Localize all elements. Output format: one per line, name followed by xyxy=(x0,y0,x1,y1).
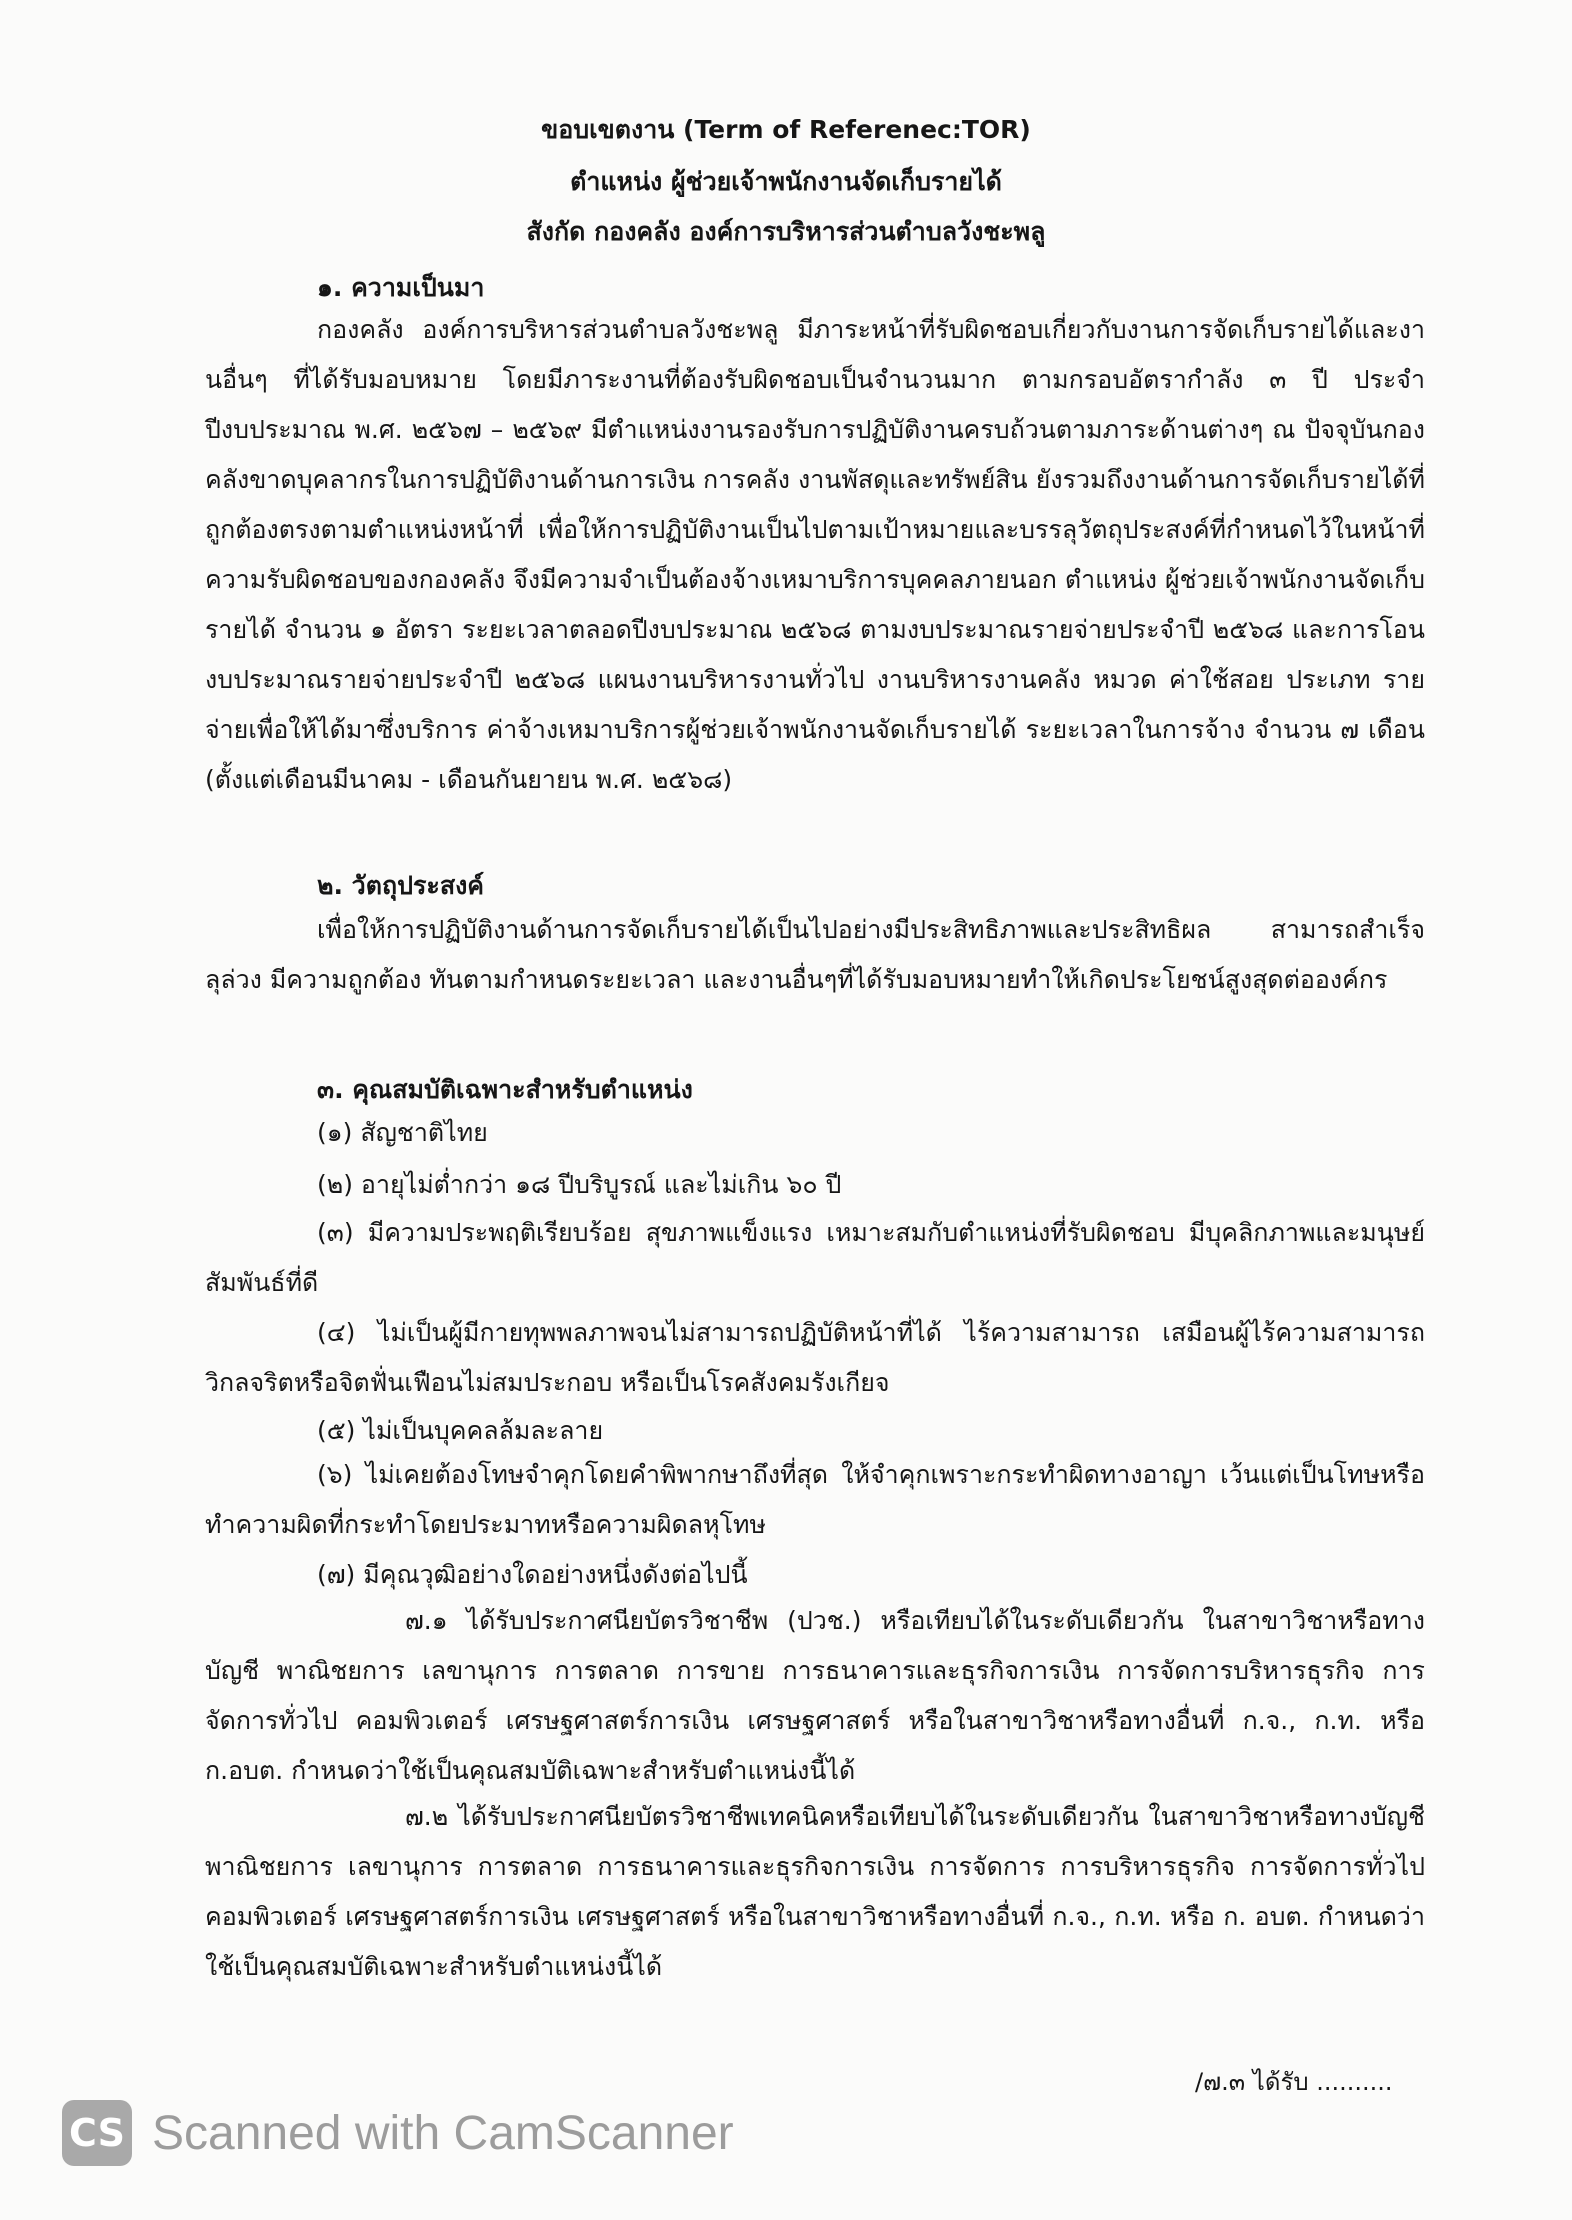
camscanner-watermark xyxy=(62,2098,734,2168)
qualification-item-1: (๑) สัญชาติไทย xyxy=(317,1118,488,1147)
qualification-7-2: ๗.๒ ได้รับประกาศนียบัตรวิชาชีพเทคนิคหรือเทียบได้ในระดับเดียวกัน ในสาขาวิชาหรือทางบัญชี พาณิชยการ เลขานุการ การตลาด การธนาคารและธุรกิจการเงิน การจัดการ การบริหารธุรกิจ การจัดการทั่วไป คอมพิวเตอร์ เศรษฐศาสตร์การเงิน เศรษฐศาสตร์ หรือในสาขาวิชาหรือทางอื่นที่ ก.จ., ก.ท. หรือ ก. อบต. กำหนดว่าใช้เป็นคุณสมบัติเฉพาะสำหรับตำแหน่งนี้ได้ xyxy=(205,1802,1425,1981)
qualification-item-2: (๒) อายุไม่ต่ำกว่า ๑๘ ปีบริบูรณ์ และไม่เกิน ๖๐ ปี xyxy=(317,1170,842,1199)
camscanner-logo-icon: CS xyxy=(62,2100,132,2166)
watermark-text: Scanned with CamScanner xyxy=(152,2106,734,2160)
qualification-item-6: (๖) ไม่เคยต้องโทษจำคุกโดยคำพิพากษาถึงที่สุด ให้จำคุกเพราะกระทำผิดทางอาญา เว้นแต่เป็นโทษหรือทำความผิดที่กระทำโดยประมาทหรือความผิดลหุโทษ xyxy=(205,1460,1425,1539)
section-2-body: เพื่อให้การปฏิบัติงานด้านการจัดเก็บรายได้เป็นไปอย่างมีประสิทธิภาพและประสิทธิผล สามารถสำเร็จลุล่วง มีความถูกต้อง ทันตามกำหนดระยะเวลา และงานอื่นๆที่ได้รับมอบหมายทำให้เกิดประโยชน์สูงสุดต่อองค์กร xyxy=(205,915,1425,994)
doc-affiliation: สังกัด กองคลัง องค์การบริหารส่วนตำบลวังชะพลู xyxy=(526,217,1046,246)
continuation-note: /๗.๓ ได้รับ .......... xyxy=(1195,2068,1393,2096)
qualification-item-3: (๓) มีความประพฤติเรียบร้อย สุขภาพแข็งแรง เหมาะสมกับตำแหน่งที่รับผิดชอบ มีบุคลิกภาพและมนุษย์สัมพันธ์ที่ดี xyxy=(205,1218,1425,1297)
qualification-item-5: (๕) ไม่เป็นบุคคลล้มละลาย xyxy=(317,1416,604,1445)
doc-position: ตำแหน่ง ผู้ช่วยเจ้าพนักงานจัดเก็บรายได้ xyxy=(570,167,1002,196)
qualification-item-4: (๔) ไม่เป็นผู้มีกายทุพพลภาพจนไม่สามารถปฏิบัติหน้าที่ได้ ไร้ความสามารถ เสมือนผู้ไร้ความสามารถ วิกลจริตหรือจิตฟั่นเฟือนไม่สมประกอบ หรือเป็นโรคสังคมรังเกียจ xyxy=(205,1318,1425,1397)
section-1-title: ๑. ความเป็นมา xyxy=(317,273,485,302)
section-2-title: ๒. วัตถุประสงค์ xyxy=(317,871,485,900)
qualification-7-1: ๗.๑ ได้รับประกาศนียบัตรวิชาชีพ (ปวช.) หรือเทียบได้ในระดับเดียวกัน ในสาขาวิชาหรือทางบัญชี พาณิชยการ เลขานุการ การตลาด การขาย การธนาคารและธุรกิจการเงิน การจัดการบริหารธุรกิจ การจัดการทั่วไป คอมพิวเตอร์ เศรษฐศาสตร์การเงิน เศรษฐศาสตร์ หรือในสาขาวิชาหรือทางอื่นที่ ก.จ., ก.ท. หรือ ก.อบต. กำหนดว่าใช้เป็นคุณสมบัติเฉพาะสำหรับตำแหน่งนี้ได้ xyxy=(205,1606,1425,1785)
qualification-item-7: (๗) มีคุณวุฒิอย่างใดอย่างหนึ่งดังต่อไปนี้ xyxy=(317,1560,748,1589)
section-1-body: กองคลัง องค์การบริหารส่วนตำบลวังชะพลู มีภาระหน้าที่รับผิดชอบเกี่ยวกับงานการจัดเก็บรายได้และงานอื่นๆ ที่ได้รับมอบหมาย โดยมีภาระงานที่ต้องรับผิดชอบเป็นจำนวนมาก ตามกรอบอัตรากำลัง ๓ ปี ประจำปีงบประมาณ พ.ศ. ๒๕๖๗ – ๒๕๖๙ มีตำแหน่งงานรองรับการปฏิบัติงานครบถ้วนตามภาระด้านต่างๆ ณ ปัจจุบันกองคลังขาดบุคลากรในการปฏิบัติงานด้านการเงิน การคลัง งานพัสดุและทรัพย์สิน ยังรวมถึงงานด้านการจัดเก็บรายได้ที่ถูกต้องตรงตามตำแหน่งหน้าที่ เพื่อให้การปฏิบัติงานเป็นไปตามเป้าหมายและบรรลุวัตถุประสงค์ที่กำหนดไว้ในหน้าที่ความรับผิดชอบของกองคลัง จึงมีความจำเป็นต้องจ้างเหมาบริการบุคคลภายนอก ตำแหน่ง ผู้ช่วยเจ้าพนักงานจัดเก็บรายได้ จำนวน ๑ อัตรา ระยะเวลาตลอดปีงบประมาณ ๒๕๖๘ ตามงบประมาณรายจ่ายประจำปี ๒๕๖๘ และการโอนงบประมาณรายจ่ายประจำปี ๒๕๖๘ แผนงานบริหารงานทั่วไป งานบริหารงานคลัง หมวด ค่าใช้สอย ประเภท รายจ่ายเพื่อให้ได้มาซึ่งบริการ ค่าจ้างเหมาบริการผู้ช่วยเจ้าพนักงานจัดเก็บรายได้ ระยะเวลาในการจ้าง จำนวน ๗ เดือน (ตั้งแต่เดือนมีนาคม - เดือนกันยายน พ.ศ. ๒๕๖๘) xyxy=(205,315,1425,794)
section-3-title: ๓. คุณสมบัติเฉพาะสำหรับตำแหน่ง xyxy=(317,1075,693,1104)
doc-title: ขอบเขตงาน (Term of Referenec:TOR) xyxy=(541,115,1031,144)
